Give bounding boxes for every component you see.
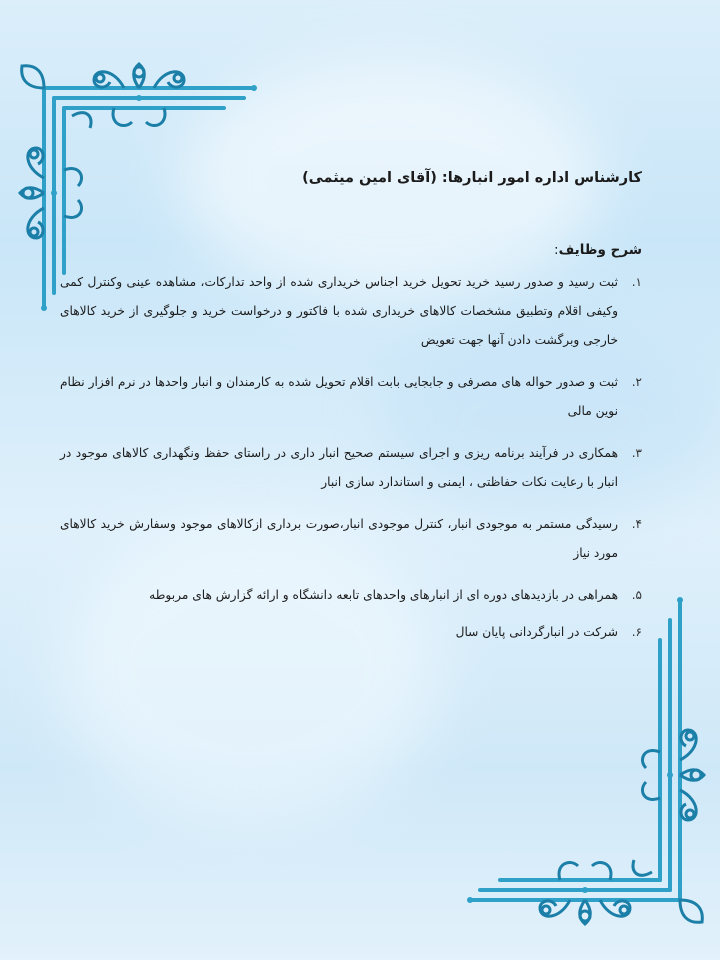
list-item-number: ۳. — [631, 446, 642, 460]
list-item-text: رسیدگی مستمر به موجودی انبار، کنترل موجودی انبار،صورت برداری ازکالاهای موجود وسفارش خرید کالاهای مورد نیاز — [60, 517, 618, 560]
list-item — [60, 510, 642, 568]
list-item — [60, 581, 642, 610]
list-item-number: ۱. — [631, 275, 642, 289]
section-heading — [60, 242, 642, 258]
duties-list — [60, 268, 642, 647]
list-item-text: همراهی در بازدیدهای دوره ای از انبارهای واحدهای تابعه دانشگاه و ارائه گزارش های مربوطه — [149, 588, 618, 602]
list-item-number: ۲. — [631, 375, 642, 389]
list-item-number: ۵. — [631, 588, 642, 602]
section-heading-text: شرح وظایف — [558, 242, 642, 258]
list-item-number: ۴. — [631, 517, 642, 531]
list-item-text: ثبت رسید و صدور رسید خرید تحویل خرید اجناس خریداری شده از واحد تدارکات، مشاهده عینی وکنترل کمی وکیفی اقلام وتطبیق مشخصات کالاهای خریداری شده با فاکتور و درخواست خرید و جلوگیری از خرید کالاهای خارجی وبرگشت دادن آنها جهت تعویض — [60, 275, 618, 347]
list-item — [60, 268, 642, 355]
page-title: کارشناس اداره امور انبارها: (آقای امین میثمی) — [302, 170, 642, 186]
list-item — [60, 618, 642, 647]
list-item-text: ثبت و صدور حواله های مصرفی و جابجایی بابت اقلام تحویل شده به کارمندان و انبار واحدها در نرم افزار نظام نوین مالی — [60, 375, 618, 418]
list-item-number: ۶. — [631, 625, 642, 639]
section-heading-colon: : — [554, 242, 559, 258]
list-item — [60, 439, 642, 497]
document-body — [60, 170, 642, 655]
list-item — [60, 368, 642, 426]
list-item-text: همکاری در فرآیند برنامه ریزی و اجرای سیستم صحیح انبار داری در راستای حفظ ونگهداری کالاهای موجود در انبار با رعایت نکات حفاظتی ، ایمنی و استاندارد سازی انبار — [60, 446, 618, 489]
list-item-text: شرکت در انبارگردانی پایان سال — [455, 625, 618, 639]
